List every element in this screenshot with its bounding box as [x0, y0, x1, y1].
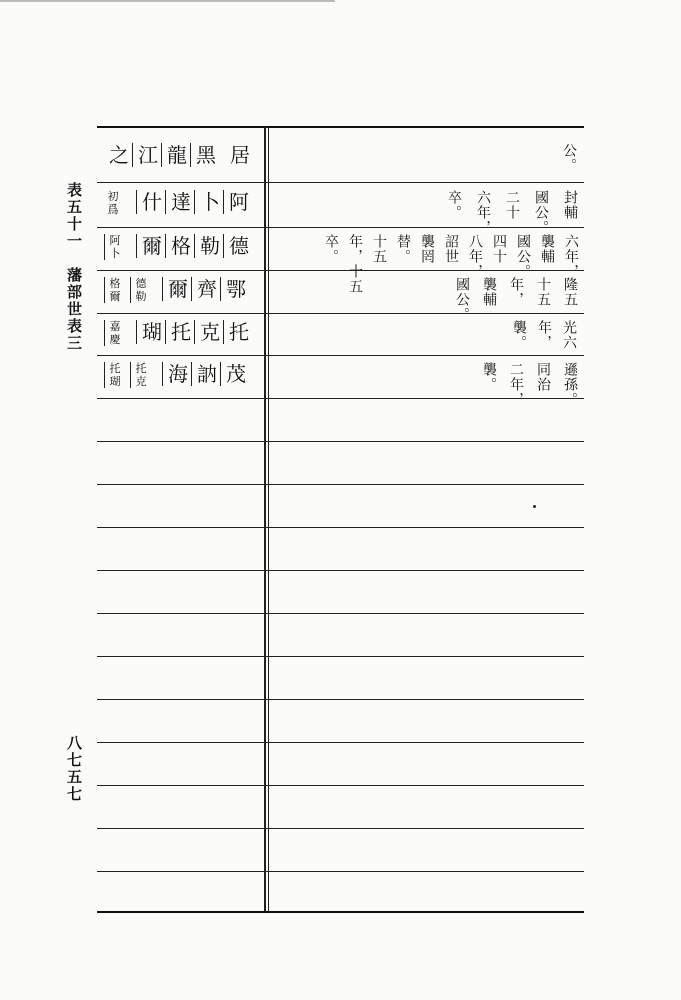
note-column: 六年，: [563, 234, 579, 279]
row-rule: [97, 570, 584, 571]
page-number: 八七五七: [65, 735, 83, 803]
name-subscript: [104, 362, 124, 388]
name-char: 龍: [161, 143, 190, 167]
note-column: 十五: [535, 277, 551, 307]
name-subscript: [104, 277, 124, 303]
name-char: 阿: [223, 190, 252, 214]
notes-row1: [560, 143, 577, 173]
note-column: 光六: [561, 320, 577, 350]
note-column: 公。: [561, 143, 577, 173]
note-column: 同治: [535, 362, 551, 392]
name-subscript: [104, 234, 124, 260]
notes-row4: [453, 277, 578, 322]
name-char: 瑚: [136, 320, 165, 344]
name-cell-row5: [104, 320, 252, 346]
name-char: 德: [223, 234, 252, 258]
name-cell-row1: [106, 143, 253, 167]
note-column: 替。: [395, 234, 411, 264]
sub-char: 瑚: [109, 375, 121, 388]
row-rule: [97, 828, 584, 829]
name-cell-row6: [104, 362, 249, 388]
name-char: 黑: [190, 143, 219, 167]
name-char: 托: [223, 320, 252, 344]
row-rule: [97, 613, 584, 614]
sub-char: 慶: [109, 333, 121, 346]
name-char: 爾: [136, 234, 165, 258]
name-char: 爾: [162, 277, 191, 301]
name-char: 勒: [194, 234, 223, 258]
notes-row6: [480, 362, 578, 407]
note-column: 二年，: [508, 362, 524, 407]
note-column: 國公。: [515, 234, 531, 279]
note-column: 襲。: [481, 362, 497, 392]
row-rule: [97, 355, 584, 356]
row-rule: [97, 182, 584, 183]
name-cell-row2: [104, 190, 252, 216]
sub-char: 初: [107, 190, 119, 203]
row-rule: [97, 441, 584, 442]
notes-row5: [510, 320, 577, 350]
name-char: 居: [230, 143, 250, 167]
note-column: 六年，: [475, 190, 491, 235]
note-column: 年，: [508, 277, 524, 307]
note-column: 詔世: [443, 234, 459, 264]
row-rule: [97, 527, 584, 528]
column-divider-right: [268, 127, 269, 912]
name-char: 江: [132, 143, 161, 167]
running-header: 表五十一 藩部世表三: [65, 182, 83, 352]
note-column: 國公。: [533, 190, 549, 235]
note-column: 卒。: [323, 234, 339, 264]
name-subscript: [130, 277, 150, 303]
table-top-rule: [97, 126, 584, 128]
row-rule: [97, 871, 584, 872]
sub-char: 阿: [109, 234, 121, 247]
name-subscript: [104, 190, 122, 216]
note-column: 襲罔: [419, 234, 435, 264]
row-rule: [97, 785, 584, 786]
name-char: 齊: [191, 277, 220, 301]
scan-edge-line: [0, 0, 335, 2]
name-char: 之: [109, 143, 129, 167]
sub-char: 嘉: [109, 320, 121, 333]
note-column: 十五: [371, 234, 387, 264]
note-column: 卒。: [446, 190, 462, 220]
name-char: 海: [162, 362, 191, 386]
note-column: 襲輔: [481, 277, 497, 307]
table-bottom-rule: [97, 911, 584, 913]
name-char: 克: [194, 320, 223, 344]
print-speck: [533, 505, 536, 508]
note-column: 國公。: [454, 277, 470, 322]
name-char: 什: [136, 190, 165, 214]
sub-char: 托: [135, 362, 147, 375]
row-rule: [97, 484, 584, 485]
sub-char: 勒: [135, 290, 147, 303]
row-rule: [97, 742, 584, 743]
name-char: 訥: [191, 362, 220, 386]
note-column: 四十: [491, 234, 507, 264]
name-cell-row4: [104, 277, 249, 303]
note-column: 封輔: [562, 190, 578, 220]
name-char: 托: [165, 320, 194, 344]
note-column: 隆五: [562, 277, 578, 307]
name-char: 鄂: [220, 277, 249, 301]
note-column: 襲。: [511, 320, 527, 350]
row-rule: [97, 699, 584, 700]
sub-char: 卜: [109, 247, 121, 260]
note-column: 遜孫。: [562, 362, 578, 407]
name-subscript: [130, 362, 150, 388]
row-rule: [97, 656, 584, 657]
notes-row2: [445, 190, 578, 235]
sub-char: 格: [109, 277, 121, 290]
sub-char: 克: [135, 375, 147, 388]
sub-char: 德: [135, 277, 147, 290]
note-column: 襲輔: [539, 234, 555, 264]
name-cell-row3: [104, 234, 252, 260]
note-column: 年，十五: [347, 234, 363, 294]
name-char: 卜: [194, 190, 223, 214]
column-divider-left: [264, 127, 266, 912]
name-char: 格: [165, 234, 194, 258]
note-column: 年，: [536, 320, 552, 350]
note-column: 八年，: [467, 234, 483, 279]
note-column: 二十: [504, 190, 520, 220]
name-char: 達: [165, 190, 194, 214]
name-char: 茂: [220, 362, 249, 386]
sub-char: 爲: [107, 203, 119, 216]
sub-char: 爾: [109, 290, 121, 303]
sub-char: 托: [109, 362, 121, 375]
name-subscript: [104, 320, 124, 346]
